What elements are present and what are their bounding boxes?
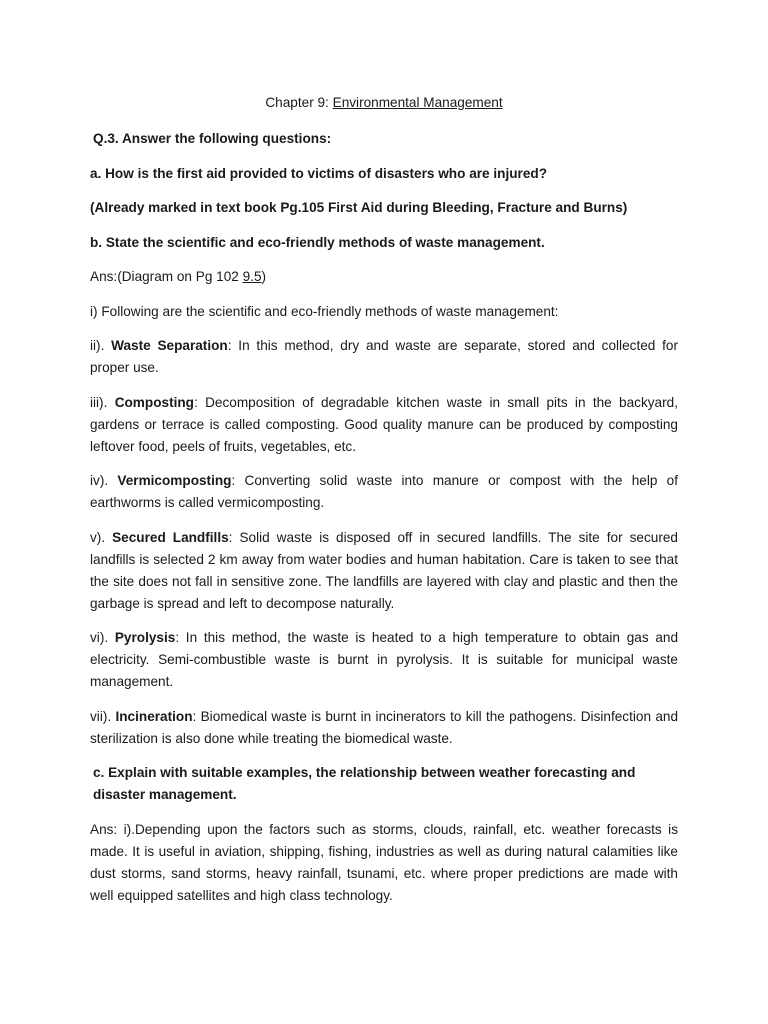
- method-text: : Decomposition of degradable kitchen waste in small pits in the backyard, gardens or terrace is called composting. Good quality manure can be produced by composting leftover food, peels of fruits, vegetables, etc.: [90, 394, 678, 454]
- figure-reference: 9.5: [242, 269, 262, 284]
- chapter-prefix: Chapter 9:: [265, 95, 333, 110]
- question-a: a. How is the first aid provided to victims of disasters who are injured?: [90, 165, 547, 181]
- q3-heading: Q.3. Answer the following questions:: [93, 131, 332, 146]
- document-content: [90, 92, 678, 919]
- method-composting: [90, 392, 678, 458]
- answer-b-reference: [90, 266, 678, 288]
- method-text: : In this method, the waste is heated to a high temperature to obtain gas and electricity. Semi-combustible waste is burnt in pyrolysis. It is suitable for municipal waste management.: [90, 630, 679, 689]
- answer-a: (Already marked in text book Pg.105 First Aid during Bleeding, Fracture and Burns): [90, 200, 628, 215]
- method-text: : In this method, dry and waste are separate, stored and collected for proper use.: [90, 338, 678, 375]
- method-term: Incineration: [115, 708, 193, 724]
- method-incineration: [90, 706, 678, 750]
- question-b: b. State the scientific and eco-friendly methods of waste management.: [90, 234, 545, 250]
- answer-c: Ans: i).Depending upon the factors such as storms, clouds, rainfall, etc. weather forecasts is made. It is useful in aviation, shipping, fishing, industries as well as during natural calamities like dust storms, sand storms, heavy rainfall, tsunami, etc. where proper predictions are made with well equipped satellites and high class technology.: [90, 821, 678, 903]
- chapter-title: [90, 92, 678, 114]
- method-number: ii).: [90, 338, 112, 353]
- method-waste-separation: [90, 335, 678, 379]
- method-number: v).: [90, 529, 113, 545]
- method-term: Pyrolysis: [114, 630, 176, 645]
- method-term: Secured Landfills: [112, 529, 229, 545]
- answer-b-intro: i) Following are the scientific and eco-friendly methods of waste management:: [90, 303, 559, 319]
- answer-b-prefix: Ans:(Diagram on Pg 102: [90, 269, 243, 284]
- question-c: c. Explain with suitable examples, the relationship between weather forecasting and disaster management.: [93, 765, 636, 802]
- method-term: Vermicomposting: [117, 473, 232, 488]
- method-secured-landfills: [90, 527, 678, 615]
- method-text: : Solid waste is disposed off in secured landfills. The site for secured landfills is selected 2 km away from water bodies and human habitation. Care is taken to see that the site does not fall in sensitive zone. The landfills are layered with clay and plastic and then the garbage is spread and left to decompose naturally.: [90, 529, 678, 611]
- method-pyrolysis: [90, 627, 678, 693]
- method-number: vii).: [90, 708, 116, 724]
- method-term: Composting: [114, 394, 194, 410]
- answer-b-suffix: ): [261, 269, 267, 284]
- method-number: iii).: [90, 394, 115, 410]
- method-vermicomposting: [90, 470, 678, 514]
- method-number: vi).: [90, 630, 115, 645]
- method-text: : Converting solid waste into manure or compost with the help of earthworms is called vermicomposting.: [90, 473, 679, 510]
- method-text: : Biomedical waste is burnt in incinerators to kill the pathogens. Disinfection and sterilization is also done while treating the biomedical waste.: [90, 708, 679, 746]
- method-number: iv).: [90, 473, 118, 488]
- method-term: Waste Separation: [111, 338, 228, 353]
- chapter-name: Environmental Management: [332, 95, 503, 110]
